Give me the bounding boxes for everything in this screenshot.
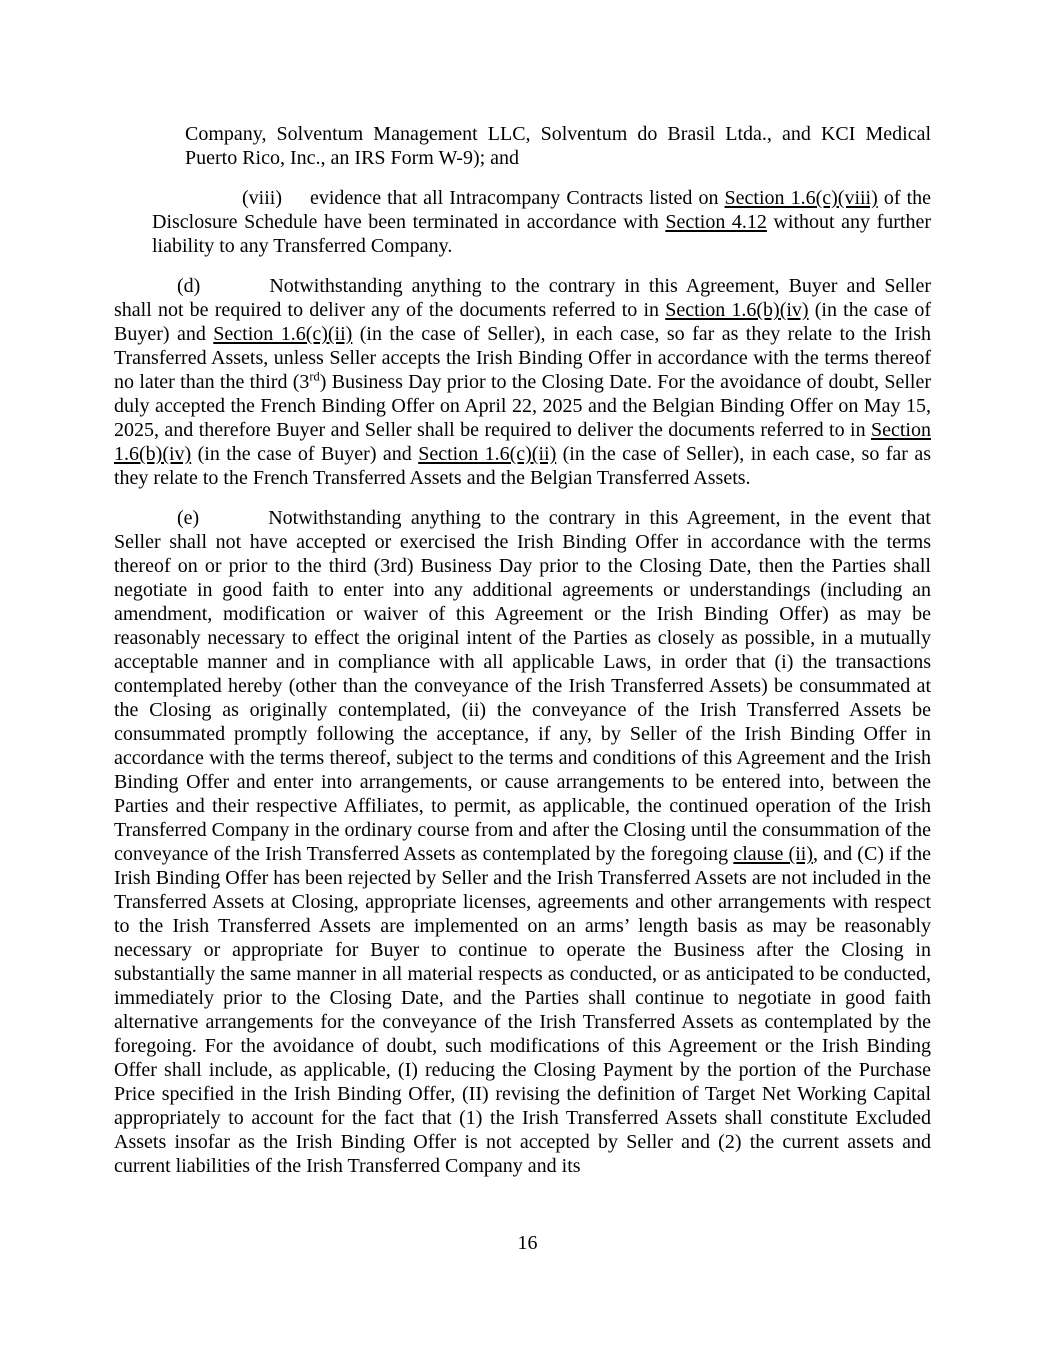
- text-run: Notwithstanding anything to the contrary in this Agreement, in the event that Seller shall not have accepted or exercised the Irish Binding Offer in accordance with the terms thereof on or prior to the third (3rd) Business Day prior to the Closing Date, then the Parties shall negotiate in good faith to enter into any additional agreements or understandings (including an amendment, modification or waiver of this Agreement or the Irish Binding Offer) as may be reasonably necessary to effect the original intent of the Parties as closely as possible, in a mutually acceptable manner and in compliance with all applicable Laws, in order that (i) the transactions contemplated hereby (other than the conveyance of the Irish Transferred Assets) be consummated at the Closing as originally contemplated, (ii) the conveyance of the Irish Transferred Assets be consummated promptly following the acceptance, if any, by Seller of the Irish Binding Offer in accordance with the terms thereof, subject to the terms and conditions of this Agreement and the Irish Binding Offer and enter into arrangements, or cause arrangements to be entered into, between the Parties and their respective Affiliates, to permit, as applicable, the continued operation of the Irish Transferred Company in the ordinary course from and after the Closing until the consummation of the conveyance of the Irish Transferred Assets as contemplated by the foregoing: [114, 507, 931, 865]
- text-run: of the Disclosure Schedule have been terminated in accordance with: [152, 187, 931, 233]
- section-reference: Section 1.6(c)(ii): [418, 443, 557, 465]
- tab-space: [199, 523, 268, 524]
- document-body: [114, 122, 931, 1194]
- text-run: (in the case of Seller), in each case, so far as they relate to the French Transferred Assets and the Belgian Transferred Assets.: [114, 443, 931, 489]
- text-run: (in the case of Buyer) and: [114, 299, 932, 345]
- tab-space: [200, 291, 269, 292]
- page-number: 16: [517, 1232, 538, 1254]
- text-run: , and (C) if the Irish Binding Offer has been rejected by Seller and the Irish Transferred Assets are not included in the Transferred Assets at Closing, appropriate licenses, agreements and other arrangements with respect to the Irish Transferred Assets are implemented on an arms’ length basis as may be reasonably necessary or appropriate for Buyer to continue to operate the Business after the Closing in substantially the same manner in all material respects as conducted, or as anticipated to be conducted, immediately prior to the Closing Date, and the Parties shall continue to negotiate in good faith alternative arrangements for the conveyance of the Irish Transferred Assets as contemplated by the foregoing. For the avoidance of doubt, such modifications of this Agreement or the Irish Binding Offer shall include, as applicable, (I) reducing the Closing Payment by the portion of the Purchase Price specified in the Irish Binding Offer, (II) revising the definition of Target Net Working Capital appropriately to account for the fact that (1) the Irish Transferred Assets shall constitute Excluded Assets insofar as the Irish Binding Offer is not accepted by Seller and (2) the current assets and current liabilities of the Irish Transferred Company and its: [114, 843, 932, 1177]
- continuation-clause: [185, 122, 931, 170]
- text-run: Company, Solventum Management LLC, Solventum do Brasil Ltda., and KCI Medical Puerto Rico, Inc., an IRS Form W-9); and: [185, 123, 931, 169]
- text-run: (d): [177, 275, 201, 297]
- text-run: (e): [177, 507, 200, 529]
- text-run: ) Business Day prior to the Closing Date. For the avoidance of doubt, Seller duly accepted the French Binding Offer on April 22, 2025 and the Belgian Binding Offer on May 15, 2025, and therefore Buyer and Seller shall be required to deliver the documents referred to in: [114, 371, 932, 441]
- section-reference: Section 1.6(b)(iv): [665, 299, 809, 321]
- text-run: (in the case of Seller), in each case, so far as they relate to the Irish Transferred Assets, unless Seller accepts the Irish Binding Offer in accordance with the terms thereof no later than the third (3: [114, 323, 932, 393]
- text-run: evidence that all Intracompany Contracts listed on: [310, 187, 725, 209]
- clause-viii: [152, 186, 931, 258]
- text-run: without any further liability to any Transferred Company.: [152, 211, 931, 257]
- section-reference: clause (ii): [733, 843, 813, 865]
- text-run: Notwithstanding anything to the contrary in this Agreement, Buyer and Seller shall not be required to deliver any of the documents referred to in: [114, 275, 931, 321]
- text-run: (viii): [242, 187, 282, 209]
- section-reference: Section 4.12: [665, 211, 767, 233]
- tab-space: [282, 203, 310, 204]
- superscript-text: rd: [309, 369, 320, 384]
- section-reference: Section 1.6(c)(viii): [724, 187, 878, 209]
- clause-d: [114, 274, 931, 490]
- section-reference: Section 1.6(c)(ii): [213, 323, 353, 345]
- text-run: (in the case of Buyer) and: [191, 443, 419, 465]
- section-reference: Section 1.6(b)(iv): [114, 419, 931, 465]
- clause-e: [114, 506, 931, 1178]
